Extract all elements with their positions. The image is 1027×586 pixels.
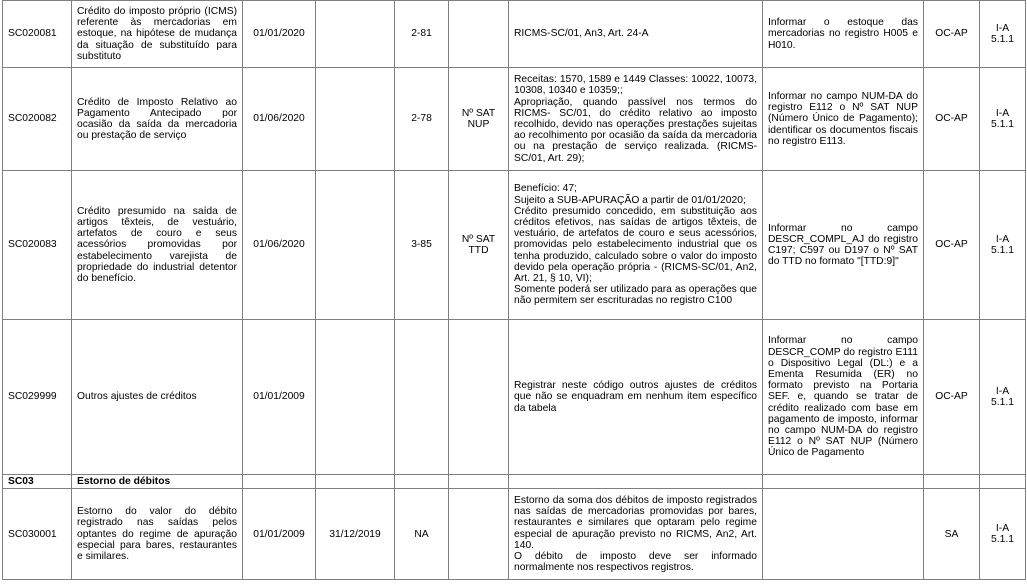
note-line: Receitas: 1570, 1589 e 1449 Classes: 10022, 10073, 10308, 10340 e 10359;; xyxy=(514,74,757,97)
version-cell xyxy=(980,475,1026,489)
start-date-cell: 01/01/2009 xyxy=(243,320,316,475)
type-cell: OC-AP xyxy=(924,320,980,475)
complement-cell: 3-85 xyxy=(395,171,449,320)
complement-cell xyxy=(395,320,449,475)
sat-cell xyxy=(449,489,509,580)
code-cell: SC029999 xyxy=(3,320,72,475)
instructions-cell xyxy=(763,489,924,580)
notes-cell xyxy=(509,68,763,171)
notes-cell xyxy=(509,475,763,489)
notes-cell xyxy=(509,489,763,580)
group-header-row xyxy=(3,475,1026,489)
complement-cell: 2-81 xyxy=(395,1,449,68)
version-cell: I-A 5.1.1 xyxy=(980,489,1026,580)
code-cell: SC020081 xyxy=(3,1,72,68)
end-date-cell: 31/12/2019 xyxy=(316,489,395,580)
instructions-cell: Informar o estoque das mercadorias no registro H005 e H010. xyxy=(763,1,924,68)
code-cell: SC03 xyxy=(3,475,72,489)
note-line: Estorno da soma dos débitos de imposto registrados nas saídas de mercadorias promovidas por bares, restaurantes e similares que optaram pelo regime especial de apuração previsto no RICMS, An2, Art. 140. xyxy=(514,494,757,551)
type-cell: SA xyxy=(924,489,980,580)
version-cell: I-A 5.1.1 xyxy=(980,320,1026,475)
note-line: Benefício: 47; xyxy=(514,183,577,195)
table-row xyxy=(3,68,1026,171)
notes-cell xyxy=(509,171,763,320)
code-cell: SC020083 xyxy=(3,171,72,320)
end-date-cell xyxy=(316,171,395,320)
sat-cell xyxy=(449,320,509,475)
end-date-cell xyxy=(316,475,395,489)
type-cell xyxy=(924,475,980,489)
start-date-cell: 01/01/2020 xyxy=(243,1,316,68)
table-row xyxy=(3,171,1026,320)
start-date-cell: 01/01/2009 xyxy=(243,489,316,580)
note-line: Apropriação, quando passível nos termos do RICMS- SC/01, do crédito relativo ao imposto recolhido, devido nas operações prestações sujeitas ao recolhimento por ocasião da saída da mercadoria ou na prestação de serviço realizada. (RICMS-SC/01, Art. 29); xyxy=(514,96,757,164)
type-cell: OC-AP xyxy=(924,171,980,320)
version-cell: I-A 5.1.1 xyxy=(980,1,1026,68)
instructions-cell: Informar no campo DESCR_COMPL_AJ do registro C197; C597 ou D197 o Nº SAT do TTD no formato "[TTD:9]" xyxy=(763,171,924,320)
description-cell: Estorno do valor do débito registrado nas saídas pelos optantes do regime de apuração especial para bares, restaurantes e similares. xyxy=(72,489,243,580)
sat-cell: Nº SAT NUP xyxy=(449,68,509,171)
sat-cell xyxy=(449,1,509,68)
note-line: Crédito presumido concedido, em substituição aos créditos efetivos, nas saídas de artigos têxteis, de vestuário, de artefatos de couro e seus acessórios, promovidas pelo estabelecimento industrial que os tenha produzido, calculado sobre o valor do imposto devido pela operação própria - (RICMS-SC/01, An2, Art. 21, § 10, VI); xyxy=(514,205,757,284)
instructions-cell xyxy=(763,475,924,489)
description-cell: Outros ajustes de créditos xyxy=(72,320,243,475)
sat-cell xyxy=(449,475,509,489)
type-cell: OC-AP xyxy=(924,1,980,68)
description-cell: Estorno de débitos xyxy=(72,475,243,489)
description-cell: Crédito presumido na saída de artigos têxteis, de vestuário, artefatos de couro e seus acessórios promovidas por estabelecimento varejista de propriedade do industrial detentor do benefício. xyxy=(72,171,243,320)
notes-cell xyxy=(509,1,763,68)
end-date-cell xyxy=(316,320,395,475)
start-date-cell xyxy=(243,475,316,489)
note-line: Somente poderá ser utilizado para as operações que não permitem ser escrituradas no registro C100 xyxy=(514,284,757,307)
complement-cell: NA xyxy=(395,489,449,580)
table-row xyxy=(3,1,1026,68)
note-line: RICMS-SC/01, An3, Art. 24-A xyxy=(514,28,649,40)
instructions-cell: Informar no campo DESCR_COMP do registro E111 o Dispositivo Legal (DL:) e a Ementa Resumida (ER) no formato previsto na Portaria SEF. e, quando se tratar de crédito realizado com base em pagamento de imposto, informar no campo NUM-DA do registro E112 o Nº SAT NUP (Número Único de Pagamento xyxy=(763,320,924,475)
type-cell: OC-AP xyxy=(924,68,980,171)
end-date-cell xyxy=(316,68,395,171)
version-cell: I-A 5.1.1 xyxy=(980,68,1026,171)
description-cell: Crédito do imposto próprio (ICMS) referente às mercadorias em estoque, na hipótese de mudança da situação de substituído para substituto xyxy=(72,1,243,68)
code-cell: SC030001 xyxy=(3,489,72,580)
version-cell: I-A 5.1.1 xyxy=(980,171,1026,320)
code-cell: SC020082 xyxy=(3,68,72,171)
end-date-cell xyxy=(316,1,395,68)
table-row xyxy=(3,320,1026,475)
note-line: Sujeito a SUB-APURAÇÃO a partir de 01/01/2020; xyxy=(514,194,746,206)
start-date-cell: 01/06/2020 xyxy=(243,68,316,171)
description-cell: Crédito de Imposto Relativo ao Pagamento Antecipado por ocasião da saída da mercadoria ou prestação de serviço xyxy=(72,68,243,171)
notes-cell xyxy=(509,320,763,475)
complement-cell: 2-78 xyxy=(395,68,449,171)
table-body xyxy=(3,1,1026,580)
note-line: Registrar neste código outros ajustes de créditos que não se enquadram em nenhum item específico da tabela xyxy=(514,380,757,414)
table-row xyxy=(3,489,1026,580)
sat-cell: Nº SAT TTD xyxy=(449,171,509,320)
instructions-cell: Informar no campo NUM-DA do registro E112 o Nº SAT NUP (Número Único de Pagamento); identificar os documentos fiscais no registro E113. xyxy=(763,68,924,171)
start-date-cell: 01/06/2020 xyxy=(243,171,316,320)
note-line: O débito de imposto deve ser informado normalmente nos respectivos registros. xyxy=(514,551,757,574)
complement-cell xyxy=(395,475,449,489)
adjustment-codes-table xyxy=(2,0,1026,580)
